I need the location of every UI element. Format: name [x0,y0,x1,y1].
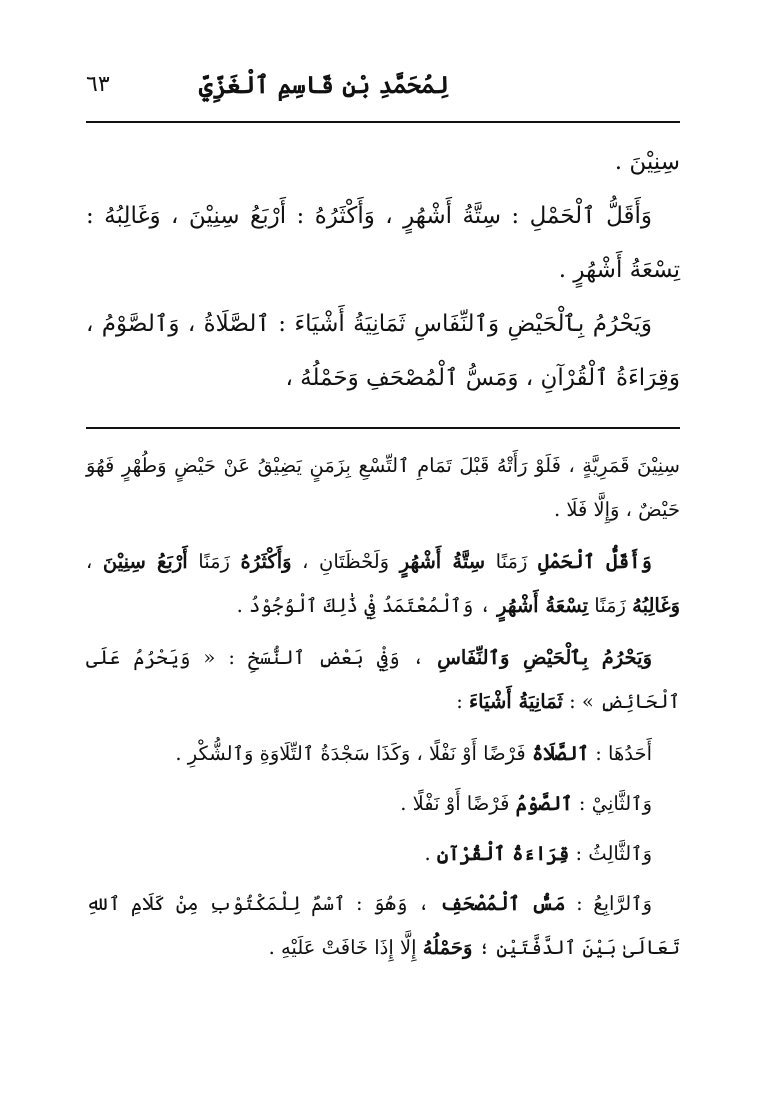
matn-quote: سِتَّةُ أَشْهُرٍ [399,550,486,573]
running-title: لِمُحَمَّدِ بْنِ قَاسِمِ ٱلْغَزِّيِّ [198,70,449,99]
commentary-text: ، وَٱلْمُعْتَمَدُ فِيْ ذَٰلِكَ ٱلْوُجُوْدُ . [236,594,498,617]
sharh-paragraph-3 [86,636,680,724]
list-item-2 [86,782,680,826]
matn-quote: ثَمَانِيَةُ أَشْيَاءَ [468,690,563,713]
matn-quote: ٱلصَّلَاةُ [531,742,590,765]
commentary-text: فَرْضًا أَوْ نَفْلًا . [400,792,516,815]
sharh-paragraph-2 [86,540,680,628]
list-item-3 [86,832,680,876]
list-item-1 [86,732,680,776]
item-lead: وَٱلثَّالِثُ : [569,842,652,865]
matn-quote: وَيَحْرُمُ بِٱلْحَيْضِ وَٱلنِّفَاسِ [437,646,652,669]
matn-quote: وَغَالِبُهُ [632,594,680,617]
matn-quote: أَرْبَعُ سِنِيْنَ [102,550,188,573]
sharh-paragraph-1: سِنِيْنَ قَمَرِيَّةٍ ، فَلَوْ رَأَتْهُ قَبْلَ تَمَامِ ٱلتِّسْعِ بِزَمَنٍ يَضِيْقُ عَنْ حَيْضٍ وَطُهْرٍ فَهُوَ حَيْضٌ ، وَإِلَّا فَلَا . [86,454,680,521]
matn-text [86,135,680,405]
commentary-text: . [424,842,437,865]
commentary-text: فَرْضًا أَوْ نَفْلًا ، وَكَذَا سَجْدَةُ ٱلتِّلَاوَةِ وَٱلشُّكْرِ . [175,742,532,765]
matn-quote: قِرَاءَةُ ٱلْقُرْآنِ [436,842,570,865]
matn-quote: ٱلصَّوْمُ [515,792,573,815]
matn-paragraph-1: سِنِيْنَ . [614,149,680,175]
matn-quote: وَأَقَلُّ ٱلْحَمْلِ [537,550,652,573]
matn-quote: تِسْعَةُ أَشْهُرٍ [497,594,589,617]
commentary-text: زَمَنًا [588,594,633,617]
matn-paragraph-3: وَيَحْرُمُ بِٱلْحَيْضِ وَٱلنِّفَاسِ ثَمَانِيَةُ أَشْيَاءَ : ٱلصَّلَاةُ ، وَٱلصَّوْمُ ، وَقِرَاءَةُ ٱلْقُرْآنِ ، وَمَسُّ ٱلْمُصْحَفِ وَحَمْلُهُ ، [86,311,680,391]
commentary-text: زَمَنًا [187,550,241,573]
sharh-text [86,444,680,976]
item-lead: وَٱلثَّانِيْ : [572,792,652,815]
page-header [86,70,679,110]
commentary-text: ، [86,550,103,573]
commentary-text: : [456,690,469,713]
header-rule [86,121,680,123]
matn-quote: وَأَكْثَرُهُ [240,550,292,573]
commentary-text: إِلَّا إِذَا خَافَتْ عَلَيْهِ . [268,936,423,959]
matn-quote: مَسُّ ٱلْمُصْحَفِ [440,892,566,915]
item-lead: أَحَدُهَا : [589,742,652,765]
item-lead: وَٱلرَّابِعُ : [565,892,653,915]
matn-paragraph-2: وَأَقَلُّ ٱلْحَمْلِ : سِتَّةُ أَشْهُرٍ ، وَأَكْثَرُهُ : أَرْبَعُ سِنِيْنَ ، وَغَالِبُهُ : تِسْعَةُ أَشْهُرٍ . [86,203,680,283]
matn-sharh-divider [86,427,680,429]
matn-quote: وَحَمْلُهُ [422,936,473,959]
list-item-4 [86,882,680,970]
commentary-text: ، وَهُوَ : ٱسْمٌ لِلْمَكْتُوْبِ مِنْ كَلَامِ ٱللهِ تَعَالَىٰ بَيْنَ ٱلدَّفَّتَيْنِ ؛ [86,892,680,959]
commentary-text: ، وَفِيْ بَعْضِ ٱلنُّسَخِ : « وَيَحْرُمُ عَلَى ٱلْحَائِضِ » : [86,646,680,713]
page-number: ٦٣ [86,72,110,97]
commentary-text: وَلَحْظَتَانِ ، [291,550,400,573]
commentary-text: زَمَنًا [485,550,538,573]
